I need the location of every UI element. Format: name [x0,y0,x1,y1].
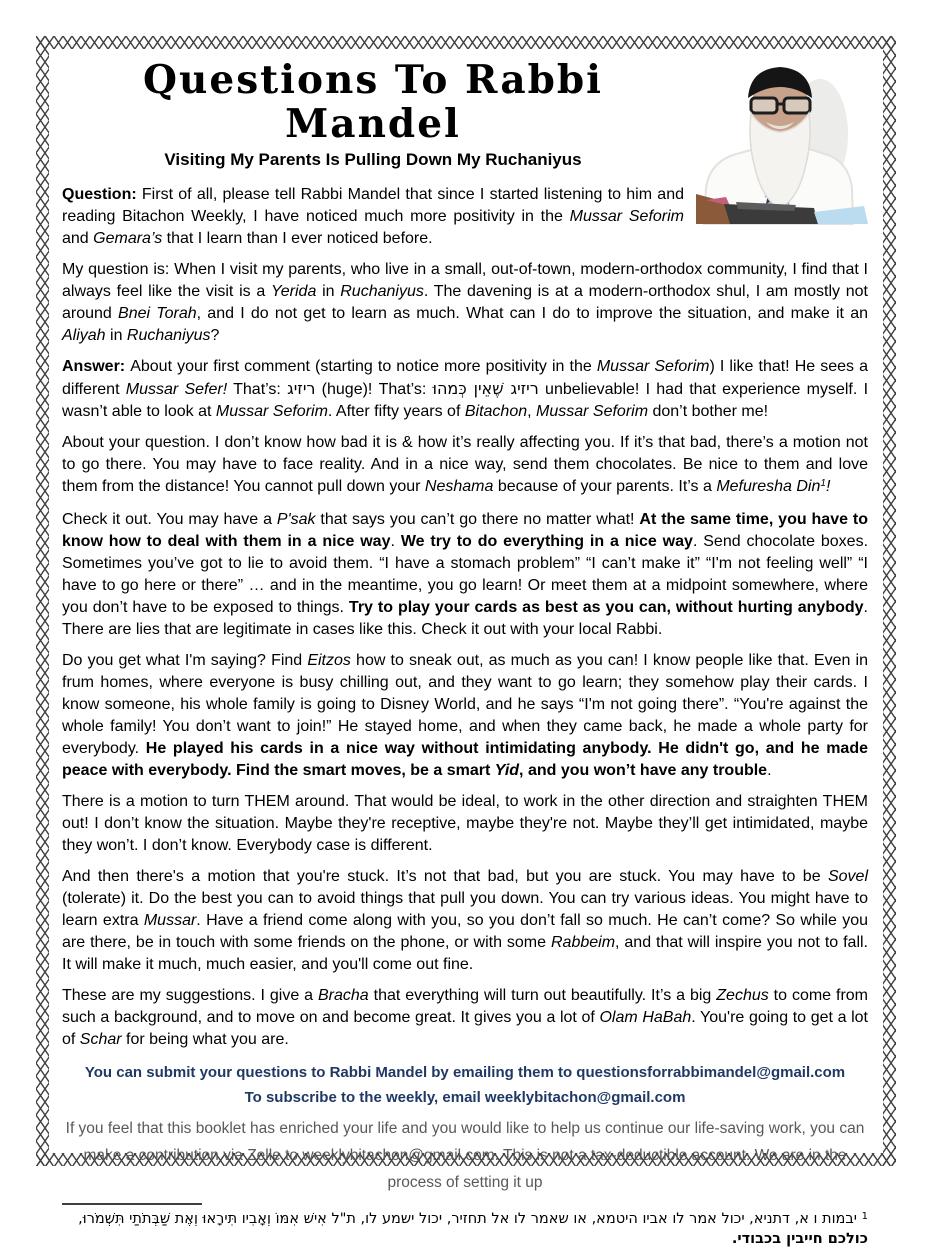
rabbi-mandel-photo [696,56,868,224]
para-answer-3: Check it out. You may have a P'sak that says you can’t go there no matter what! At the same time, you have to know how to deal with them in a nice way. We try to do everything in a nice way. Send chocolate boxes. Sometimes you’ve got to lie to avoid them. “I have a stomach problem” “I can’t make it” “I'm not feeling well” “I have to go here or there” … and in the meantime, you go learn! Or meet them at a midpoint somewhere, where you don’t have to be exposed to things. Try to play your cards as best as you can, without hurting anybody. There are lies that are legitimate in cases like this. Check it out with your local Rabbi. [62,511,869,638]
border-top [36,36,896,49]
glasses-right-lens [784,98,810,113]
subscribe-line: To subscribe to the weekly, email weeklybitachon@gmail.com [244,1089,686,1106]
article-subtitle: Visiting My Parents Is Pulling Down My Ruchaniyus [164,150,582,169]
border-left [36,36,49,1166]
rabbi-portrait-illustration [696,56,868,224]
para-answer-4: Do you get what I'm saying? Find Eitzos how to sneak out, as much as you can! I know people like that. Even in frum homes, where everyone is busy chilling out, and they want to go learn; they somehow play their cards. I know someone, his whole family is going to Disney World, and he says “I'm not going there”. “You're against the whole family! You don’t want to join!” He stayed home, and when they came back, he made a whole party for everybody. He played his cards in a nice way without intimidating anybody. He didn't go, and he made peace with everybody. Find the smart moves, be a smart Yid, and you won’t have any trouble. [62,652,869,779]
para-answer-2: About your question. I don’t know how bad it is & how it’s really affecting you. If it’s that bad, there’s a motion not to go there. You may have to face reality. And in a nice way, send them chocolates. Be nice to them and love them from the distance! You cannot pull down your Neshama because of your parents. It’s a Mefuresha Din$^1$! [62,434,868,495]
page-title: Questions To Rabbi Mandel [143,57,603,147]
para-answer-7: These are my suggestions. I give a Bracha that everything will turn out beautifully. It’s a big Zechus to come from such a background, and to move on and become great. It gives you a lot of Olam HaBah. You're going to get a lot of Schar for being what you are. [62,987,869,1048]
para-answer-1: Answer: About your first comment (starting to notice more positivity in the Mussar Seforim) I like that! He sees a different Mussar Sefer! That’s: ריזיג (huge)! That’s: ריזיג שֶׁאֵין כְּמהוּ unbelievable! I had that experience myself. I wasn’t able to look at Mussar Seforim. After fifty years of Bitachon, Mussar Seforim don’t bother me! [62,358,869,420]
para-question-detail: My question is: When I visit my parents, who live in a small, out-of-town, modern-orthodox community, I find that I always feel like the visit is a Yerida in Ruchaniyus. The davening is at a modern-orthodox shul, I am mostly not around Bnei Torah, and I do not get to learn as much. What can I do to improve the situation, and make it an Aliyah in Ruchaniyus? [62,261,869,344]
contact-footer [62,1060,868,1110]
donation-note: If you feel that this booklet has enriched your life and you would like to help us continue our life-saving work, you can make a contribution via Zelle to weeklybitachon@gmail.com. This is not a tax-deductible account. We are in the process of setting it up [65,1120,865,1191]
footnote-text: $^1$ יבמות ו א, דתניא, יכול אמר לו אביו היטמא, או שאמר לו אל תחזיר, יכול ישמע לו, ת"ל אִישׁ אִמּוֹ וְאָבִיו תִּירָאוּ וְאֶת שַׁבְּתֹתַי תִּשְׁמֹרוּ, כולכם חייבין בכבודי. [78,1211,868,1247]
footnote-separator [62,1203,202,1205]
submit-questions-line: You can submit your questions to Rabbi Mandel by emailing them to questionsforrabbimandel@gmail.com [84,1064,846,1081]
para-answer-6: And then there's a motion that you're stuck. It’s not that bad, but you are stuck. You may have to be Sovel (tolerate) it. Do the best you can to avoid things that pull you down. You can try various ideas. You might have to learn extra Mussar. Have a friend come along with you, so you don’t fall so much. He can’t come? So while you are there, be in touch with some friends on the phone, or with some Rabbeim, and that will inspire you not to fall. It will make it much, much easier, and you'll come out fine. [62,868,868,973]
para-question-intro: Question: First of all, please tell Rabbi Mandel that since I started listening to him and reading Bitachon Weekly, I have noticed much more positivity in the Mussar Seforim and Gemara’s that I learn than I ever noticed before. [62,186,684,247]
border-right [883,36,896,1166]
para-answer-5: There is a motion to turn THEM around. That would be ideal, to work in the other direction and straighten THEM out! I don’t know the situation. Maybe they're receptive, maybe they're not. Maybe they’ll get intimidated, maybe they won’t. I don’t know. Everybody case is different. [62,793,868,854]
glasses-left-lens [751,98,777,113]
page-content [62,54,868,1249]
